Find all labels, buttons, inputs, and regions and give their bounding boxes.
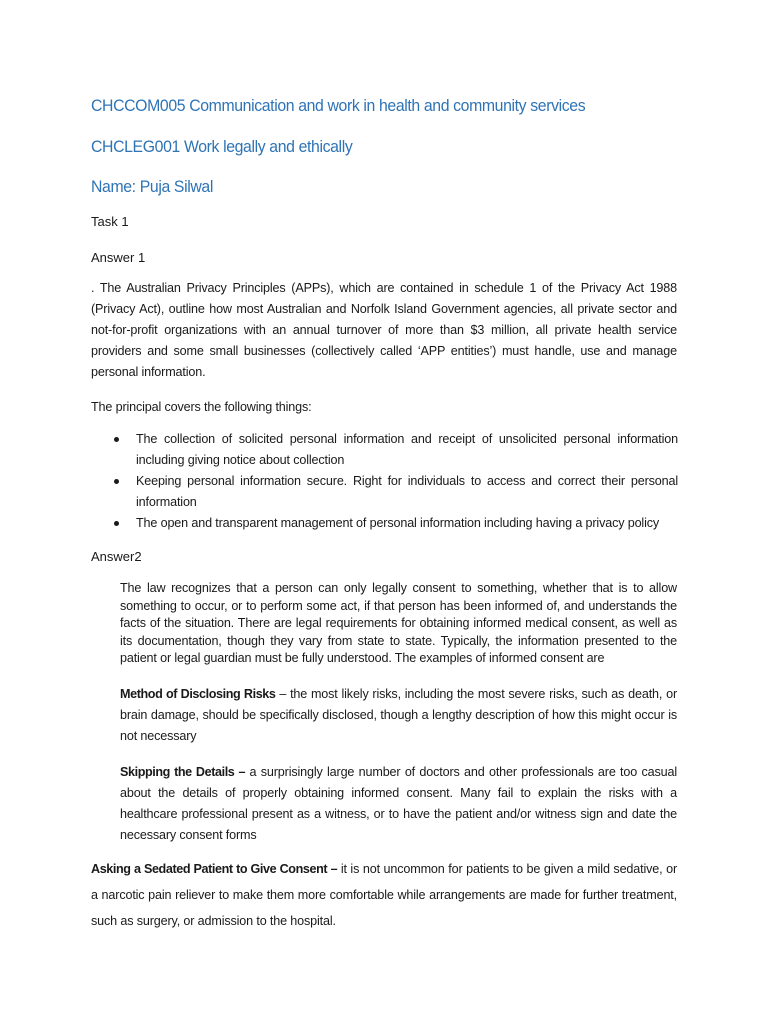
list-item — [112, 471, 678, 513]
bullet-icon — [114, 437, 119, 442]
answer1-intro-paragraph: . The Australian Privacy Principles (APPs), which are contained in schedule 1 of the Privacy Act 1988 (Privacy Act), outline how most Australian and Norfolk Island Government agencies, all private sector and not-for-profit organizations with an annual turnover of more than $3 million, all private health service providers and some small businesses (collectively called ‘APP entities’) must handle, use and manage personal information. — [91, 281, 677, 379]
answer2-label: Answer2 — [91, 549, 142, 564]
list-item — [112, 513, 678, 534]
course-heading-chcleg001: CHCLEG001 Work legally and ethically — [91, 137, 353, 156]
skip-title: Skipping the Details – — [120, 765, 246, 779]
sedated-text: it is not uncommon for patients to be given a mild sedative, or a narcotic pain reliever to make them more comfortable while arrangements are made for further treatment, such as surgery, or admission to the hospital. — [91, 862, 677, 928]
bullet-icon — [114, 521, 119, 526]
method-text: – the most likely risks, including the most severe risks, such as death, or brain damage, should be specifically disclosed, though a lengthy description of how this might occur is not necessary — [120, 687, 677, 743]
answer1-label: Answer 1 — [91, 250, 146, 265]
bullet-text: The open and transparent management of personal information including having a privacy policy — [136, 516, 660, 530]
principles-bullet-list — [112, 429, 678, 534]
student-name-heading: Name: Puja Silwal — [91, 177, 213, 196]
bullet-text: The collection of solicited personal information and receipt of unsolicited personal information including giving notice about collection — [136, 432, 678, 467]
bullet-text: Keeping personal information secure. Right for individuals to access and correct their personal information — [136, 474, 678, 509]
skipping-details-paragraph — [120, 762, 677, 846]
bullet-icon — [114, 479, 119, 484]
answer1-covers-intro: The principal covers the following things: — [91, 400, 312, 414]
task-label: Task 1 — [91, 214, 129, 229]
sedated-patient-paragraph — [91, 856, 677, 934]
list-item — [112, 429, 678, 471]
method-of-disclosing-risks-paragraph — [120, 684, 677, 747]
method-title: Method of Disclosing Risks — [120, 687, 276, 701]
skip-text: a surprisingly large number of doctors and other professionals are too casual about the details of properly obtaining informed consent. Many fail to explain the risks with a healthcare professional present as a witness, or to have the patient and/or witness sign and date the necessary consent forms — [120, 765, 677, 842]
sedated-title: Asking a Sedated Patient to Give Consent – — [91, 862, 338, 876]
course-heading-chccom005: CHCCOM005 Communication and work in health and community services — [91, 96, 586, 115]
answer2-law-paragraph: The law recognizes that a person can only legally consent to something, whether that is to allow something to occur, or to perform some act, if that person has been informed of, and understands the facts of the situation. There are legal requirements for obtaining informed medical consent, as well as its documentation, though they vary from state to state. Typically, the information presented to the patient or legal guardian must be fully understood. The examples of informed consent are — [120, 581, 677, 665]
